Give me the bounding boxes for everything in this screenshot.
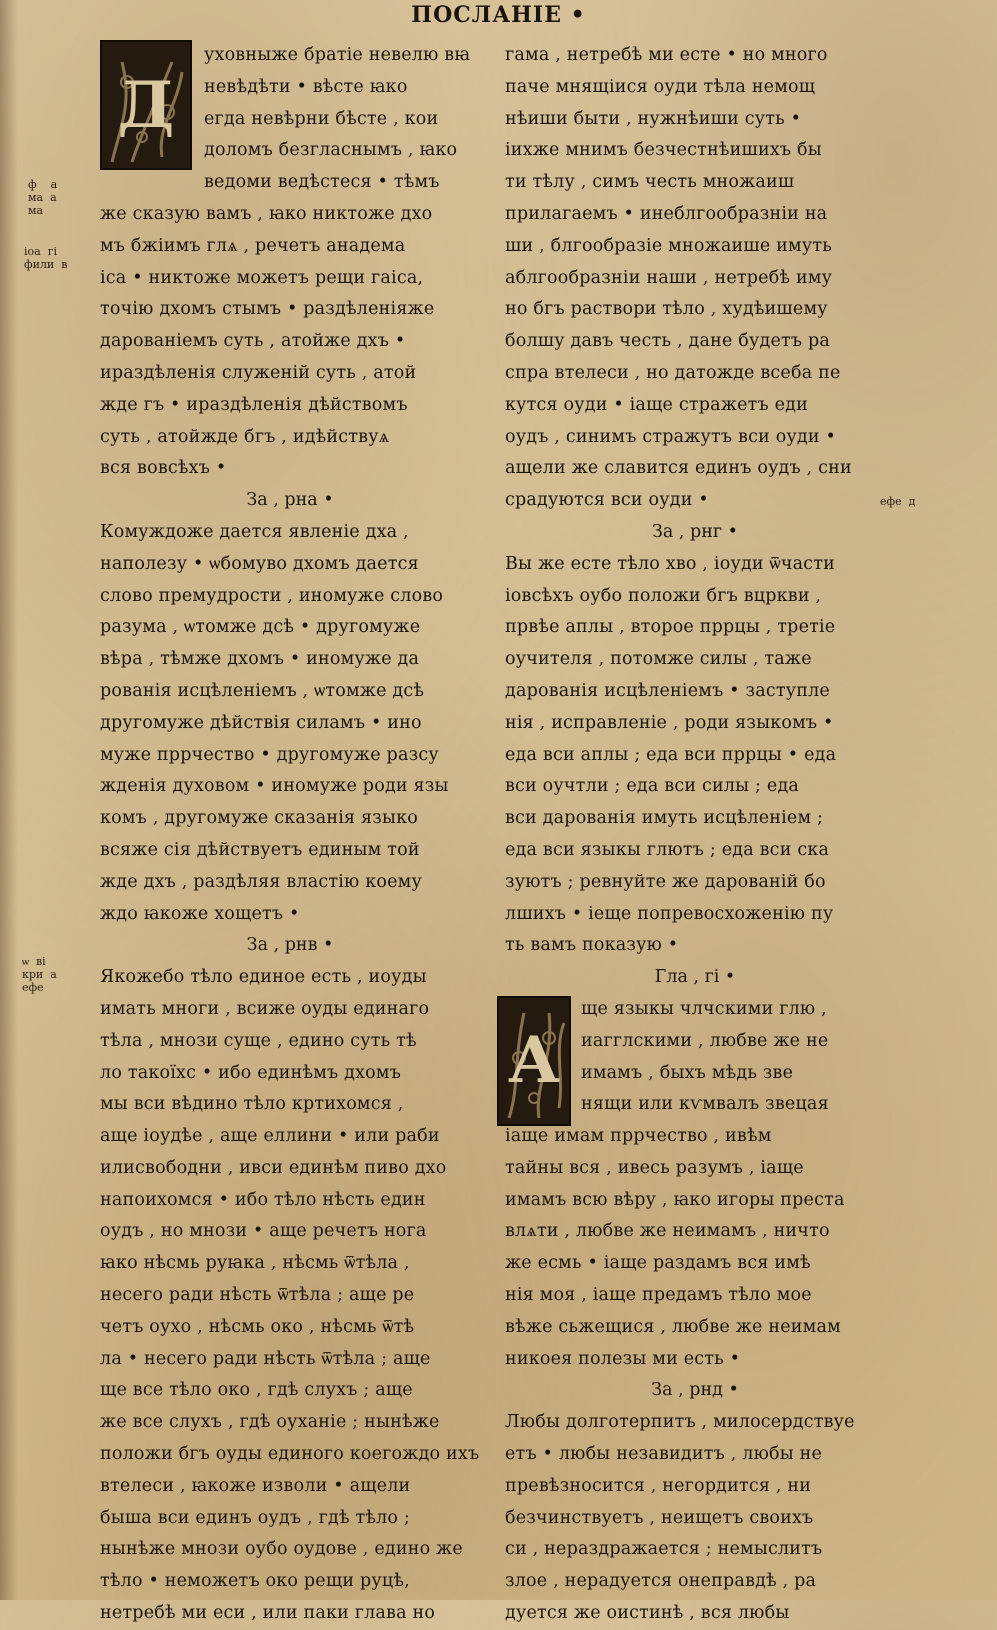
page-edge-shadow <box>0 0 18 1600</box>
text-line: никоея полезы ми есть • <box>505 1348 741 1369</box>
text-line: ще все тѣло око , гдѣ слухъ ; аще <box>100 1380 413 1401</box>
text-line: іса • никтоже можетъ рещи гаіса, <box>100 267 424 288</box>
text-line: дуется же оистинѣ , вся любы <box>505 1603 790 1624</box>
text-line: кутся оуди • іаще стражетъ еди <box>505 394 809 415</box>
text-line: точію дхомъ стымъ • раздѣленіяже <box>100 299 435 320</box>
text-line: іихже мнимъ безчестнѣишихъ бы <box>505 140 822 161</box>
text-line: же сказую вамъ , ꙗко никтоже дхо <box>100 203 433 224</box>
text-line: ть вамъ показую • <box>505 935 679 956</box>
text-line: лшихъ • іеще попревосхоженію пу <box>505 903 834 924</box>
text-line: нія , исправленіе , роди языкомъ • <box>505 712 834 733</box>
text-line: слово премудрости , иномуже слово <box>100 585 444 606</box>
text-line: вся вовсѣхъ • <box>100 458 227 479</box>
text-line: дарованія исцѣленіемъ • заступле <box>505 680 830 701</box>
text-line: нынѣже мнози оубо оудове , едино же <box>100 1539 463 1560</box>
text-line: мъ бжіимъ глѧ , речетъ анадема <box>100 235 406 256</box>
text-line: рованія исцѣленіемъ , ѡтомже дсѣ <box>100 680 425 701</box>
text-line: вси дарованія имуть исцѣленіем ; <box>505 808 824 829</box>
text-line: еда вси языкы глютъ ; еда вси ска <box>505 839 830 860</box>
text-line: доломъ безгласнымъ , ꙗко <box>204 140 458 161</box>
text-line: суть , атойжде бгъ , идѣйствуѧ <box>100 426 390 447</box>
text-line: невѣдѣти • вѣсте ꙗко <box>204 76 408 97</box>
text-line: аблгообразніи наши , нетребѣ иму <box>505 267 833 288</box>
text-line: же все слухъ , гдѣ оуханіе ; нынѣже <box>100 1412 440 1433</box>
text-line: положи бгъ оуды единого коегождо ихъ <box>100 1444 480 1465</box>
text-line: Комуждоже дается явленіе дха , <box>100 521 409 542</box>
text-line: злое , нерадуется онеправдѣ , ра <box>505 1571 817 1592</box>
drop-cap-letter: Д <box>117 67 175 143</box>
text-line: вѣра , тѣмже дхомъ • иномуже да <box>100 649 420 670</box>
text-line: етъ • любы незавидитъ , любы не <box>505 1444 823 1465</box>
text-line: првѣе аплы , второе пррцы , третіе <box>505 617 836 638</box>
text-line: срадуются вси оуди • <box>505 490 709 511</box>
text-line: наполезу • ѡбомуво дхомъ дается <box>100 553 419 574</box>
text-line: другомуже дѣйствія силамъ • ино <box>100 712 422 733</box>
text-line: илисвободни , ивси единѣм пиво дхо <box>100 1157 447 1178</box>
margin-note: іоа гі фили в <box>24 245 68 271</box>
margin-note: ѡ ві кри а ефе <box>22 955 57 994</box>
text-line: жденія духовом • иномуже роди язы <box>100 776 449 797</box>
text-line: но бгъ раствори тѣло , худѣишему <box>505 299 828 320</box>
text-line: тѣло • неможетъ око рещи руцѣ, <box>100 1571 410 1592</box>
text-line: быша вси единъ оудъ , гдѣ тѣло ; <box>100 1507 411 1528</box>
right-text-column <box>505 40 885 1630</box>
text-line: ла • несего ради нѣсть ѿтѣла ; аще <box>100 1348 431 1369</box>
ornamental-initial <box>497 996 571 1126</box>
text-line: имамъ всю вѣру , ꙗко игоры преста <box>505 1189 845 1210</box>
text-line: тайны вся , ивесь разумъ , іаще <box>505 1157 804 1178</box>
text-line: ще языкы члчскими глю , <box>581 998 827 1019</box>
text-line: тѣла , мнози суще , едино суть тѣ <box>100 1030 417 1051</box>
chapter-opening <box>505 994 885 1121</box>
text-line: еда вси аплы ; еда вси пррцы • еда <box>505 744 837 765</box>
text-line: влѧти , любве же неимамъ , ничто <box>505 1221 830 1242</box>
text-line: втелеси , ꙗкоже изволи • ащели <box>100 1475 411 1496</box>
text-line: оудъ , но мнози • аще речетъ нога <box>100 1221 427 1242</box>
text-line: ши , блгообразіе множаише имуть <box>505 235 832 256</box>
text-line: нетребѣ ми еси , или паки глава но <box>100 1603 436 1624</box>
text-line: жде дхъ , раздѣляя властію коему <box>100 871 422 892</box>
text-line: имамъ , быхъ мѣдь зве <box>581 1062 794 1083</box>
text-line: ти тѣлу , симъ честь множаиш <box>505 172 795 193</box>
text-line: Якожебо тѣло единое есть , иоуды <box>100 967 427 988</box>
text-line: ащели же славится единъ оудъ , сни <box>505 458 852 479</box>
text-line: оудъ , синимъ стражутъ вси оуди • <box>505 426 837 447</box>
text-line: комъ , другомуже сказанія языко <box>100 808 419 829</box>
text-line: гама , нетребѣ ми есте • но много <box>505 45 828 65</box>
text-line: нія моя , іаще предамъ тѣло мое <box>505 1285 812 1306</box>
text-line: ираздѣленія служеній суть , атой <box>100 362 417 383</box>
text-line: превѣзносится , негордится , ни <box>505 1475 812 1496</box>
text-line: имать многи , всиже оуды единаго <box>100 998 430 1019</box>
section-heading: За , рнв • <box>246 935 334 956</box>
text-line: вси оучтли ; еда вси силы ; еда <box>505 776 800 797</box>
text-line: Вы же есте тѣло хво , іоуди ѿчасти <box>505 553 835 574</box>
ornamental-initial <box>100 40 192 170</box>
section-heading: За , рнд • <box>651 1380 739 1401</box>
text-line: несего ради нѣсть ѿтѣла ; аще ре <box>100 1285 415 1306</box>
text-line: четъ оухо , нѣсмь око , нѣсмь ѿтѣ <box>100 1316 415 1337</box>
text-line: іовсѣхъ оубо положи бгъ вцркви , <box>505 585 822 606</box>
text-line: паче мнящіися оуди тѣла немощ <box>505 76 816 97</box>
text-line: дарованіемъ суть , атойже дхъ • <box>100 331 406 352</box>
text-line: иагглскими , любве же не <box>581 1030 829 1051</box>
text-line: мы вси вѣдино тѣло кртихомся , <box>100 1094 404 1115</box>
text-line: разума , ѡтомже дсѣ • другомуже <box>100 617 421 638</box>
text-line: вѣже сьжещися , любве же неимам <box>505 1316 841 1337</box>
left-text-column <box>100 40 480 1630</box>
text-line: спра втелеси , но датожде всеба пе <box>505 362 841 383</box>
text-line: ло такоїхс • ибо единѣмъ дхомъ <box>100 1062 402 1083</box>
text-line: уховныже братіе невелю вꙗ <box>204 45 471 65</box>
page-title: ПОСЛАНІЕ • <box>411 2 586 28</box>
text-line: зуютъ ; ревнуйте же дарованій бо <box>505 871 826 892</box>
margin-note: ф а ма а ма <box>28 178 58 217</box>
text-line: же есмь • іаще раздамъ вся имѣ <box>505 1253 811 1274</box>
text-line: ждо ꙗкоже хощетъ • <box>100 903 300 924</box>
drop-cap-letter: А <box>507 1023 561 1099</box>
text-line: ведоми ведѣстеся • тѣмъ <box>204 172 440 193</box>
text-line: егда невѣрни бѣсте , кои <box>204 108 439 129</box>
text-line: си , нераздражается ; немыслитъ <box>505 1539 823 1560</box>
text-line: муже пррчество • другомуже разсу <box>100 744 439 765</box>
text-line: болшу давъ честь , дане будетъ ра <box>505 331 831 352</box>
text-line: жде гъ • ираздѣленія дѣйствомъ <box>100 394 408 415</box>
margin-note: ефе д <box>880 495 916 508</box>
text-line: Любы долготерпитъ , милосердствуе <box>505 1412 855 1433</box>
text-line: оучителя , потомже силы , таже <box>505 649 812 670</box>
text-line: безчинствуетъ , неищетъ своихъ <box>505 1507 814 1528</box>
text-line: ꙗко нѣсмь руꙗка , нѣсмь ѿтѣла , <box>100 1253 410 1274</box>
section-heading: Гла , гі • <box>654 967 736 988</box>
section-heading: За , рнг • <box>652 521 738 542</box>
text-line: іаще имам пррчество , ивѣм <box>505 1126 772 1147</box>
section-heading: За , рна • <box>246 490 334 511</box>
text-line: прилагаемъ • инеблгообразніи на <box>505 203 828 224</box>
text-line: нящи или кѵмвалъ звецая <box>581 1094 829 1115</box>
text-line: напоихомся • ибо тѣло нѣсть един <box>100 1189 426 1210</box>
text-line: нѣиши быти , нужнѣиши суть • <box>505 108 802 129</box>
text-line: всяже сія дѣйствуетъ единым той <box>100 839 420 860</box>
text-line: аще іоудѣе , аще еллини • или раби <box>100 1126 440 1147</box>
